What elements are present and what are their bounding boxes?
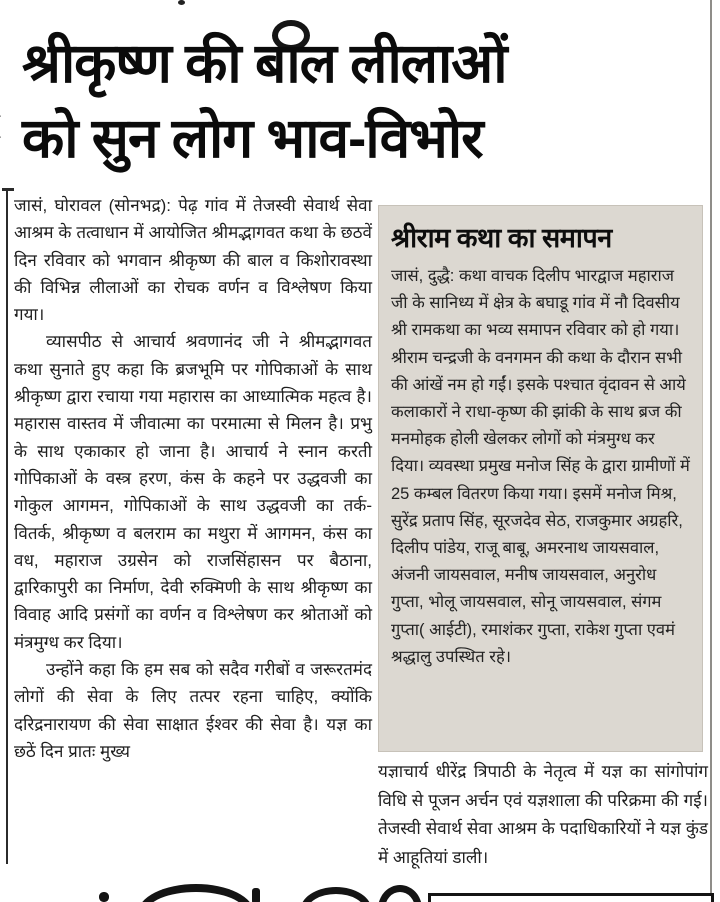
side-story-headline: श्रीराम कथा का समापन [391,223,612,253]
cropped-glyph-fragment [178,0,185,5]
main-headline-line1: श्रीकृष्ण की बाल लीलाओं [22,32,507,94]
left-edge-fragment [0,86,13,106]
left-column-rule [6,188,8,864]
paragraph: यज्ञाचार्य धीरेंद्र त्रिपाठी के नेतृत्व में यज्ञ का सांगोपांग विधि से पूजन अर्चन एवं यज्ञशाला की परिक्रमा की गई। तेजस्वी सेवार्थ सेवा आश्रम के पदाधिकारियों ने यज्ञ कुंड में आहूतियां डाली। [378,762,708,867]
paragraph: उन्होंने कहा कि हम सब को सदैव गरीबों व जरूरतमंद लोगों की सेवा के लिए तत्पर रहना चाहिए, क्योंकि दरिद्रनारायण की सेवा साक्षात ईश्वर की सेवा है। यज्ञ का छठें दिन प्रातः मुख्य [14,660,372,761]
cropped-glyph-fragment [138,884,254,902]
paragraph-dateline: जासं, घोरावल (सोनभद्र): पेढ़ गांव में तेजस्वी सेवार्थ सेवा आश्रम के तत्वाधान में आयोजित श्रीमद्भागवत कथा के छठवें दिन रविवार को भगवान श्रीकृष्ण की बाल व किशोरावस्था की विभिन्न लीलाओं का रोचक वर्णन व विश्लेषण किया गया। [14,196,372,325]
left-edge-fragment [0,110,13,130]
article-body-right-column [378,758,708,872]
cropped-box-border-fragment [428,893,714,902]
article-body-left-column [14,192,372,765]
cropped-glyph-fragment [300,887,372,902]
left-edge-fragment [0,131,13,151]
cropped-glyph-fragment [252,888,260,902]
main-headline [22,26,714,176]
cropped-glyph-fragment [378,885,422,902]
cropped-glyph-fragment [99,892,109,902]
paragraph: व्यासपीठ से आचार्य श्रवणानंद जी ने श्रीमद्भागवत कथा सुनाते हुए कहा कि ब्रजभूमि पर गोपिकाओं के साथ श्रीकृष्ण द्वारा रचाया गया महारास का आध्यात्मिक महत्व है। महारास वास्तव में जीवात्मा का परमात्मा से मिलन है। प्रभु के साथ एकाकार हो जाना है। आचार्य ने स्नान करती गोपिकाओं के वस्त्र हरण, कंस के कहने पर उद्धवजी का गोकुल आगमन, गोपिकाओं के साथ उद्धवजी का तर्क-वितर्क, श्रीकृष्ण व बलराम का मथुरा में आगमन, कंस का वध, महाराज उग्रसेन को राजसिंहासन पर बैठाना, द्वारिकापुरी का निर्माण, देवी रुक्मिणी के साथ श्रीकृष्ण का विवाह आदि प्रसंगों का वर्णन व विश्लेषण कर श्रोताओं को मंत्रमुग्ध कर दिया। [14,332,372,652]
side-story-box [378,205,703,752]
side-story-body: जासं, दुद्धै: कथा वाचक दिलीप भारद्वाज महाराज जी के सानिध्य में क्षेत्र के बघाडू गांव में नौ दिवसीय श्री रामकथा का भव्य समापन रविवार को हो गया। श्रीराम चन्द्रजी के वनगमन की कथा के दौरान सभी की आंखें नम हो गईं। इसके पश्चात वृंदावन से आये कलाकारों ने राधा-कृष्ण की झांकी के साथ ब्रज की मनमोहक होली खेलकर लोगों को मंत्रमुग्ध कर दिया। व्यवस्था प्रमुख मनोज सिंह के द्वारा ग्रामीणों में 25 कम्बल वितरण किया गया। इसमें मनोज मिश्र, सुरेंद्र प्रताप सिंह, सूरजदेव सेठ, राजकुमार अग्रहरि, दिलीप पांडेय, राजू बाबू, अमरनाथ जायसवाल, अंजनी जायसवाल, मनीष जायसवाल, अनुरोध गुप्ता, भोलू जायसवाल, सोनू जायसवाल, संगम गुप्ता( आईटी), रमाशंकर गुप्ता, राकेश गुप्ता एवमं श्रद्धालु उपस्थित रहे। [391,267,690,666]
main-headline-line2: को सुन लोग भाव-विभोर [22,107,483,169]
